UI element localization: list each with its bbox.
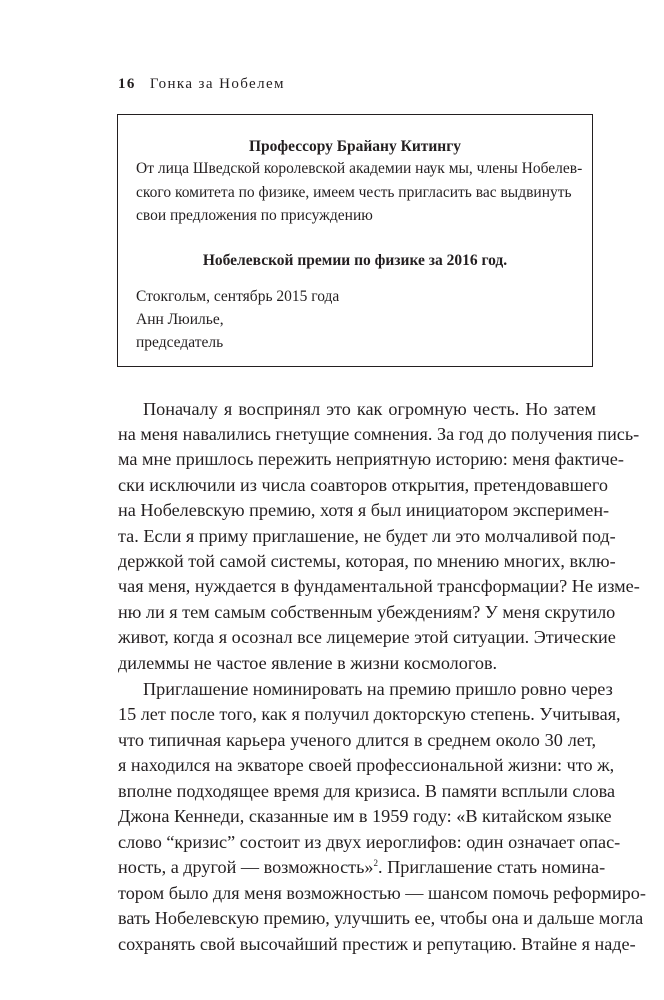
letter-line: свои предложения по присуждению [136,207,373,224]
body-line: держкой той самой системы, которая, по мнению многих, вклю- [118,551,616,571]
letter-box [117,114,593,367]
body-line: ню ли я тем самым собственным убеждениям? У меня скрутило [118,602,616,622]
body-line: живот, когда я осознал все лицемерие этой ситуации. Этические [118,627,616,647]
body-line: сохранять свой высочайший престиж и репутацию. Втайне я наде- [118,934,636,954]
body-line: Джона Кеннеди, сказанные им в 1959 году: «В китайском языке [118,806,612,826]
letter-line: ского комитета по физике, имеем честь пригласить вас выдвинуть [136,184,572,201]
body-line: я находился на экваторе своей профессиональной жизни: что ж, [118,755,615,775]
body-line: вать Нобелевскую премию, улучшить ее, чтобы она и дальше могла [118,908,644,928]
body-line: тором было для меня возможностью — шансом помочь реформиро- [118,883,646,903]
body-line: слово “кризис” состоит из двух иероглифов: один означает опас- [118,832,621,852]
letter-signatory-title: председатель [136,334,224,351]
letter-line: От лица Шведской королевской академии наук мы, члены Нобелев- [136,160,583,177]
body-line: дилеммы не частое явление в жизни космологов. [118,653,498,673]
body-text: ность, а другой — возможность» [118,857,374,877]
body-line: Поначалу я воспринял это как огромную честь. Но затем [143,399,596,419]
body-line: Приглашение номинировать на премию пришло ровно через [143,679,613,699]
letter-prize: Нобелевской премии по физике за 2016 год. [202,252,508,269]
running-head [118,76,285,93]
body-line: та. Если я приму приглашение, не будет ли это молчаливой под- [118,526,616,546]
letter-place-date: Стокгольм, сентябрь 2015 года [136,288,340,305]
letter-addressee: Профессору Брайану Китингу [248,138,462,155]
body-line: ма мне пришлось пережить неприятную историю: меня фактиче- [118,449,624,469]
page-number: 16 [118,76,136,92]
footnote-ref: 2 [373,858,379,868]
body-line: ски исключили из числа соавторов открытия, претендовавшего [118,475,608,495]
body-line: на меня навалились гнетущие сомнения. За год до получения пись- [118,424,640,444]
body-line: чая меня, нуждается в фундаментальной трансформации? Не изме- [118,576,640,596]
body-line: на Нобелевскую премию, хотя я был инициатором эксперимен- [118,500,610,520]
body-line: что типичная карьера ученого длится в среднем около 30 лет, [118,730,596,750]
body-line [118,857,606,877]
body-line: вполне подходящее время для кризиса. В памяти всплыли слова [118,781,616,801]
letter-signatory: Анн Люилье, [136,311,224,328]
book-title: Гонка за Нобелем [149,76,285,92]
body-text: . Приглашение стать номина- [378,857,606,877]
body-line: 15 лет после того, как я получил докторскую степень. Учитывая, [118,704,621,724]
